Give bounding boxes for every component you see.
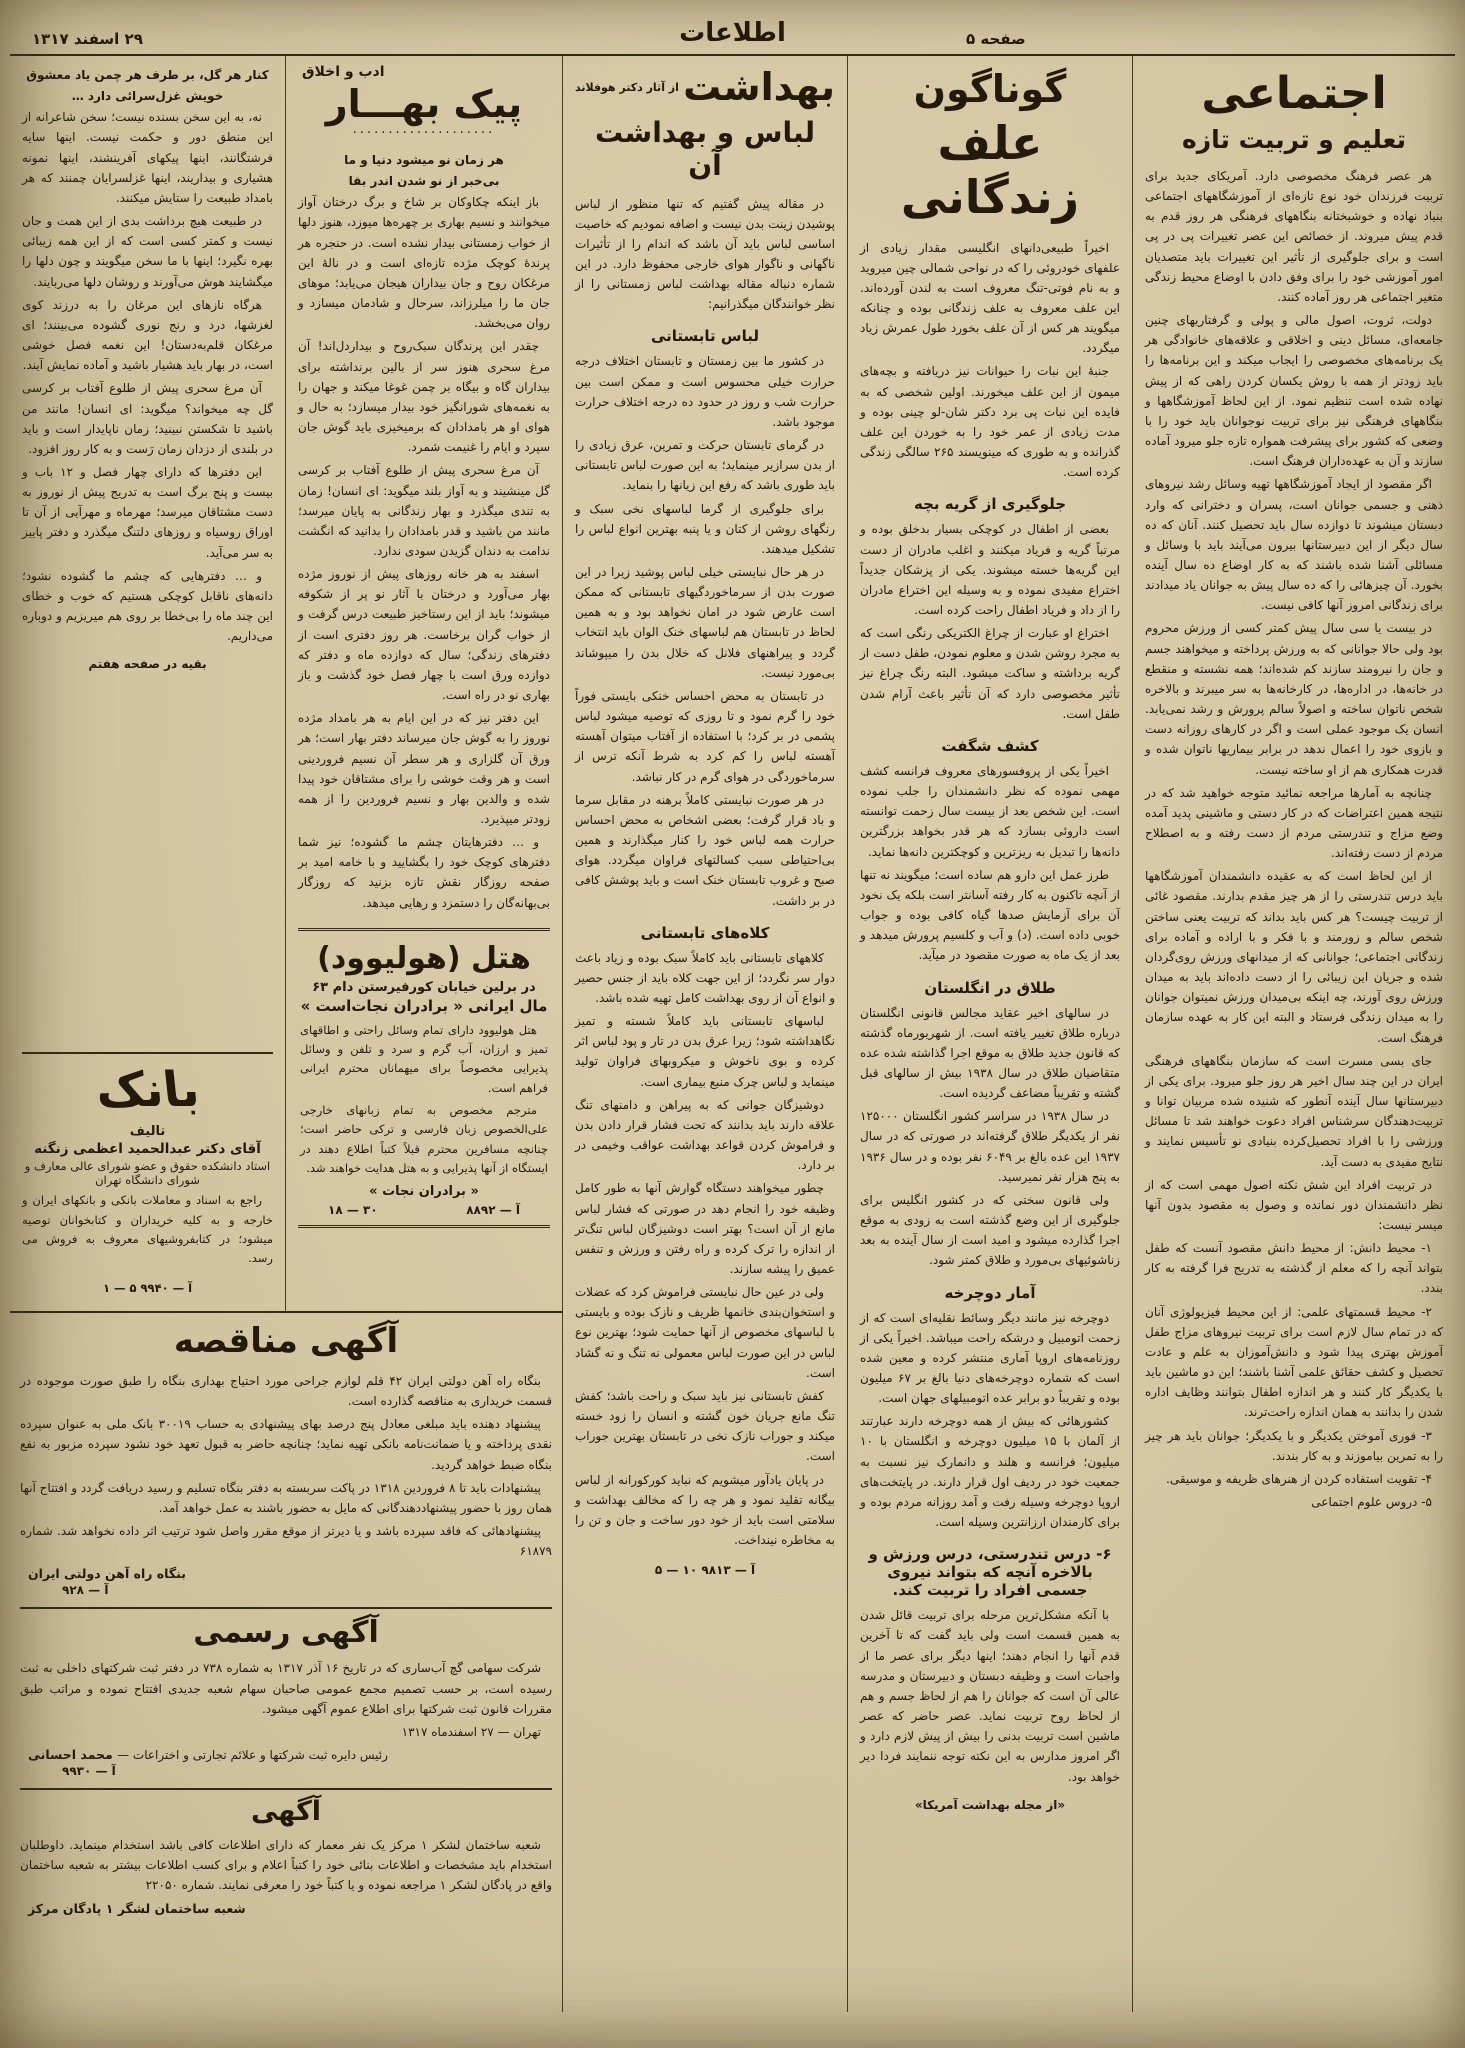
headline-grass-of-life: علف زندگانی [900, 115, 1080, 224]
paragraph: اختراع او عبارت از چراغ الکتریکی رنگی است که به مجرد روشن شدن و معلوم نمودن، طفل دست از گریه برداشته و ساکت میشود. البته رنگ چراغ نیز تأثیر مخصوصی دارد که آن تأثیر باعث آرام شدن طفل است. [860, 626, 1120, 721]
hotel-ad-number2: ۳۰ — ۱۸ [328, 1203, 378, 1218]
paragraph: در گرمای تابستان حرکت و تمرین، عرق زیادی را از بدن سرازیر مینماید؛ به این صورت لباس تابستانی باید طوری باشد که رفع این زیانها را بنماید. [575, 438, 835, 493]
tender-ad-body [20, 1371, 552, 1561]
column-rule [285, 56, 286, 1311]
paragraph: بعضی از اطفال در کوچکی بسیار بدخلق بوده و مرتباً گریه و فریاد میکنند و اغلب مادران از دست این گریه‌ها خسته میشوند. یکی از پزشکان جدیداً اختراع مفیدی نموده و به وسیله این اختراع مادران را از داد و فریاد اطفال راحت کرده است. [860, 522, 1120, 617]
masthead: اطلاعات [679, 18, 786, 48]
paragraph: طرز عمل این دارو هم ساده است؛ میگویند نه تنها از آنچه تاکنون به کار رفته آسانتر است بلکه یک نخود آن برای آزمایش صدها گیاه کافی بوده و جواب خوبی داده است. (د) و آب و کلسیم پرورش میدهد و بعد از یک ماه به صورت مقصود در میآید. [860, 867, 1120, 963]
left-block [10, 56, 562, 2012]
official-ad [20, 1615, 552, 1780]
paragraph: ولی قانون سختی که در کشور انگلیس برای جلوگیری از این وضع گذشته است به زودی به موقع اجرا گذارده میشود و امید است از سال آینده به بعد زناشوئیهای بی‌مورد و طلاق کمتر شود. [860, 1192, 1120, 1268]
hotel-ad-signature: « برادران نجات » [369, 1184, 479, 1200]
hotel-ad-number: آ — ۸۸۹۲ [466, 1203, 520, 1218]
column-poem [10, 56, 285, 1311]
paragraph: بقیه در صفحه هفتم [88, 657, 207, 672]
tender-ad-title: آگهی مناقصه [173, 1321, 399, 1361]
paragraph: در کشور ما بین زمستان و تابستان اختلاف درجه حرارت خیلی محسوس است و ممکن است بین حرارت شب و روز در حدود ده درجه اختلاف حرارت موجود باشد. [575, 354, 835, 429]
section-title-social: اجتماعی [1201, 68, 1387, 119]
paragraph: در هر صورت نبایستی کاملاً برهنه در مقابل سرما و باد قرار گرفت؛ بعضی اشخاص به محض احساس حرارت همه لباس خود را کنار میگذارند و همین بی‌احتیاطی سبب کسالتهای فراوان میگردد. هوای صبح و غروب تابستان خنک است و باید پوشش کافی در بر داشت. [575, 792, 835, 908]
subheading: جلوگیری از گریه بچه [913, 495, 1067, 514]
paragraph: راجع به اسناد و معاملات بانکی و بانکهای ایران و خارجه و به کلیه خریداران و کتابخوانان توصیه میشود؛ در کتابفروشیهای معروف به فروش می رسد. [22, 1193, 273, 1266]
official-ad-footer [20, 1745, 552, 1780]
paragraph: ۲- محیط قسمتهای علمی: از این محیط فیزیولوژی آنان که در تمام سال لازم است برای تربیت نیروهای مزاج طفل آموزش بهتری پیدا شود و دانش‌آموزان به علم و عادت تحصیل و کشف حقائق علمی آشنا باشند؛ این دو ماشین باید با یکدیگر کار کنند و هر اندازه اطفال بتوانند وظایف اداره شدن را بدانند به همان اندازه راحت‌ترند. [1145, 1304, 1443, 1420]
poem-body [22, 64, 273, 677]
tender-ad-number: آ — ۹۲۸ [62, 1583, 109, 1598]
paragraph: کلاههای تابستانی باید کاملاً سبک بوده و زیاد باعث دوار سر نگردد؛ از این جهت کلاه باید از جنس حصیر و انواع آن از روی بهداشت کامل تهیه شده باشد. [575, 950, 835, 1005]
paragraph: برای جلوگیری از گرما لباسهای نخی سبک و رنگهای روشن از کتان و یا پنبه بهترین انواع لباس را تشکیل میدهند. [575, 501, 835, 556]
subheading: آمار دوچرخه [944, 1283, 1036, 1302]
paragraph: دوشیزگان جوانی که به پیراهن و دامنهای تنگ علاقه دارند باید بدانند که تحت فشار قرار دادن بدن و فراموش کردن قواعد بهداشت عواقب وخیمی در بر دارد. [575, 1097, 835, 1173]
ad-divider [20, 1788, 552, 1790]
section-title-health: بهداشت [683, 65, 835, 109]
section-title-literature: ادب و اخلاق [302, 64, 385, 80]
headline-clothing: لباس و بهداشت آن [595, 115, 815, 182]
paragraph: دولت، ثروت، اصول مالی و پولی و گرفتاریهای چنین جامعه‌ای، مسائل دینی و اخلاقی و علاقه‌های خانوادگی هر یک برنامه‌های مخصوصی را ایجاب میکند و این برنامه‌ها را باید زودتر از همه با روش یکسان کردن راهی که از پیش نهاده شده است تنظیم نمود. از این لحاظ آموزشگاهها و بنگاههای فرهنگی نیز برای تربیت نوجوانان باید خود را با وضعی که کشور برای پیشرفت همواره تازه جلو میرود آماده سازند و آن به عهده‌داران فرهنگ است. [1145, 313, 1443, 469]
bank-book-ad [22, 1052, 273, 1301]
page-number: صفحه ۵ [966, 30, 1026, 48]
paragraph: پیشنهادات باید تا ۸ فروردین ۱۳۱۸ در پاکت سربسته به دفتر بنگاه تسلیم و رسید دریافت گردد و افتتاح آنها همان روز با حضور پیشنهاددهندگانی که مایل به حضور باشند به عمل خواهد آمد. [20, 1480, 552, 1515]
paragraph: ۵- دروس علوم اجتماعی [1311, 1495, 1432, 1509]
column-rule [562, 56, 563, 2012]
paragraph: پیشنهادهائی که فاقد سپرده باشد و یا دیرتر از موقع مقرر واصل شود ترتیب اثر داده نخواهد شد. شماره ۶۱۸۷۹ [20, 1524, 552, 1559]
notice-ad [20, 1796, 552, 1917]
notice-ad-signature: شعبه ساختمان لشگر ۱ پادگان مرکز [28, 1900, 246, 1916]
article-health-body [575, 194, 835, 1581]
article-education-body [1145, 166, 1443, 1512]
paragraph: شعبه ساختمان لشکر ۱ مرکز یک نفر معمار که دارای اطلاعات کافی باشد استخدام مینماید. داوطلبان استخدام باید مشخصات و اطلاعات بنائی خود را کتباً اعلام و برای کسب اطلاعات بیشتر به شعبه ساختمان واقع در پادگان لشکر ۱ مراجعه نموده و یا کتباً خود را معرفی نمایند. شماره ۲۲۰۵۰ [20, 1838, 552, 1893]
paragraph: در مقاله پیش گفتیم که تنها منظور از لباس پوشیدن زینت بدن نیست و اضافه نمودیم که خاصیت اساسی لباس باید آن باشد که اندام را از تأثیرات ناگهانی و ناگوار هوای خارجی محفوظ دارد. در این شماره دنباله مقاله بهداشت لباس زمستانی را از نظر خوانندگان میگذرانیم: [575, 196, 835, 312]
paragraph: ۴- تقویت استفاده کردن از هنرهای ظریفه و موسیقی. [1166, 1471, 1432, 1486]
paragraph: چقدر این پرندگان سبک‌روح و بیداردل‌اند! آن مرغ سحری هنوز سر از بالین برنداشته برای بیداران گاه و بیگاه بر چمن غوغا میکند و جهان را به نغمه‌های شورانگیز خود بیدار میسازد؛ به حال و هوای او هر بامدادان که برمیخیزی باید گوش جان سپرد و ایام را غنیمت شمرد. [298, 339, 550, 455]
hotel-ad-numbers [300, 1199, 548, 1217]
headline-ornament: ···················· [352, 126, 496, 141]
hotel-ad-body [300, 1021, 548, 1179]
column-literature [286, 56, 562, 1311]
masthead-zone [499, 18, 966, 48]
paragraph: آن مرغ سحری پیش از طلوع آفتاب بر کرسی گل چه میخواند؟ میگوید: ای انسان! مانند من باشید تا شکستن نبینید؛ زمان ناپایدار است و باید در بلندی از دزدان زمان رَست و به کار روز افزود. [22, 381, 273, 456]
paragraph: آ — ۹۸۱۳ ۱۰ — ۵ [654, 1563, 756, 1578]
paragraph: اسفند به هر خانه روزهای پیش از نوروز مژده بهار می‌آورد و درختان با آثار نو پر از شکوفه میشوند؛ باید از این رستاخیز طبیعت درس گرفت و از خواب گران برخاست. هر روز دفتری است از دفترهای زندگی؛ سال که دوازده ماه و دفتر که دوازده ورق است با چهار فصل خود گذشت و باز بهاری نو در راه است. [298, 567, 550, 703]
paragraph: دوچرخه نیز مانند دیگر وسائط نقلیه‌ای است که از زحمت اتومبیل و درشکه راحت میباشد. اخیراً یکی از روزنامه‌های اروپا آماری منتشر کرده و معین شده است که شماره دوچرخه‌های دنیا بالغ بر ۶۷ میلیون بوده و تقریباً دو برابر عده اتومبیلهای جهان است. [860, 1310, 1121, 1406]
paragraph: در سالهای اخیر عقاید مجالس قانونی انگلستان درباره طلاق تغییر یافته است. از شهریورماه گذشته که قانون جدید طلاق به موقع اجرا گذاشته شده عده متقاضیان طلاق در سال ۱۹۳۸ بیش از سالهای قبل گشته و تقریباً مضاعف گردیده است. [860, 1005, 1120, 1101]
subheading: طلاق در انگلستان [924, 978, 1056, 997]
left-top [10, 56, 562, 1311]
headline-peyk-bahar: پیک بهـــار [325, 82, 523, 126]
subheading: کشف شگفت [941, 736, 1039, 755]
paragraph: آن مرغ سحری پیش از طلوع آفتاب بر کرسی گل مینشیند و به آواز بلند میگوید: ای انسان! زمان به تندی میگذرد و بهار زندگانی به پایان میرسد؛ مانند من باشید و قدر بامدادان را بدانید که انگشت ندامت به دندان گزیدن سودی ندارد. [298, 463, 550, 558]
paragraph: خویش غزل‌سرائی دارد … [71, 89, 224, 104]
headline-education: تعلیم و تربیت تازه [1181, 125, 1407, 154]
paragraph: چطور میخواهند دستگاه گوارش آنها به طور کامل وظیفه خود را انجام دهد در صورتی که فشار لباس مانع از آن است؟ بهتر است دوشیزگان لباس تنگ‌تر از اندازه را ترک کرده و راه رفتن و ورزش و تنفس عمیق را پیشه سازند. [575, 1181, 835, 1276]
paragraph: و … دفترهایی که چشم ما گشوده نشود؛ دانه‌های ناقابل کوچکی هستیم که خوب و خطای این چند ماه را بی‌خطا بر روی هم میریزیم و دوباره می‌داریم. [22, 568, 273, 644]
paragraph: باز اینکه چکاوکان بر شاخ و برگ درختان آواز میخوانند و نسیم بهاری بر چهره‌ها میوزد، هنوز دلها از خواب زمستانی بیدار نشده است. در حنجره هر پرندهٔ کوچک مژده تازه‌ای است و در نالهٔ این مرغکان روح و جان بیداران هیجان می‌یابد؛ موهای جان ما را میلرزاند، سرحال و شادمان میسازد و روان می‌بخشد. [298, 195, 550, 331]
paragraph: «از مجله بهداشت آمریکا» [914, 1797, 1066, 1812]
column-social [1133, 56, 1455, 2012]
notice-ad-body [20, 1835, 552, 1895]
paragraph: اخیراً یکی از پروفسورهای معروف فرانسه کشف مهمی نموده که نظر دانشمندان را جلب نموده است. این شخص بعد از بیست سال زحمت توانسته است داروئی بسازد که هر قدر بخواهد بزرگترین دانه‌ها را تبدیل به ریزترین و کوچکترین دانه‌ها نماید. [860, 763, 1120, 859]
page-date: ۲۹ اسفند ۱۳۱۷ [32, 30, 143, 48]
paragraph: کشورهائی که بیش از همه دوچرخه دارند عبارتند از آلمان با ۱۵ میلیون دوچرخه و انگلستان با ۱۰ میلیون؛ فرانسه و هلند و دانمارک نیز نسبت به جمعیت خود در ردیف اول قرار دارند. در پایتخت‌های اروپا دوچرخه وسیله رفت و آمد روزانه مردم بوده و برای کارمندان ارزانترین وسیله است. [860, 1414, 1120, 1530]
paragraph: هرگاه نازهای این مرغان را به درزند کوی لغزشها، درد و رنج نوری گشوده می‌بینند؛ ای مرغکان قلم‌به‌دستان! این نغمه فصل خوشی است، در بهار باید هشیار باشید و آماده نمایش آیند. [22, 297, 273, 373]
notice-ad-footer [20, 1899, 552, 1918]
official-ad-signature-title: رئیس دایره ثبت شرکتها و علائم تجارتی و اختراعات — [117, 1748, 388, 1763]
paragraph: ۱- محیط دانش: از محیط دانش مقصود آنست که طفل بتواند آنچه را که معلم از گذشته به تدریج فرا گرفته به کار بندد. [1145, 1241, 1443, 1296]
paragraph: لباسهای تابستانی باید کاملاً شسته و تمیز نگاهداشته شود؛ زیرا عرق بدن در تار و پود لباس اثر کرده و بوی ناخوش و میکروبهای فراوان تولید مینماید و لباس چرک منبع بیماری است. [575, 1014, 835, 1089]
paragraph: و … دفترهایتان چشم ما گشوده؛ نیز شما دفترهای کوچک خود را بگشایید و با خامه امید بر صفحه روزگار نقش تازه بزنید که روزگار بی‌بهانه‌گان را دستمزد و رهایی میدهد. [298, 835, 550, 910]
paragraph: شرکت سهامی گچ آب‌ساری که در تاریخ ۱۶ آذر ۱۳۱۷ به شماره ۷۳۸ در دفتر ثبت شرکتهای داخلی به ثبت رسیده است، بر حسب تصمیم مجمع عمومی صاحبان سهام شعبه جدیدی افتتاح نموده و مراتب طبق مقررات قانون ثبت شرکتها برای اطلاع عموم آگهی میشود. [20, 1661, 552, 1716]
subheading: لباس تابستانی [650, 327, 760, 346]
paragraph: تهران — ۲۷ اسفندماه ۱۳۱۷ [401, 1724, 541, 1739]
paragraph: هتل هولیوود دارای تمام وسائل راحتی و اطاقهای تمیز و ارزان، آب گرم و سرد و تلفن و وسائل پذیرایی مخصوصاً برای میهمانان محترم ایرانی فراهم است. [300, 1022, 548, 1095]
paragraph: در سال ۱۹۳۸ در سراسر کشور انگلستان ۱۲۵۰۰۰ نفر از یکدیگر طلاق گرفته‌اند در صورتی که در سال ۱۹۳۷ این عده بالغ بر ۶۰۴۹ نفر بوده و در سال ۱۹۳۶ به پنج هزار نفر نمیرسید. [860, 1109, 1120, 1184]
hotel-ad-address: در برلین خیابان کورفیرستن دام ۶۳ [312, 979, 536, 995]
column-misc [848, 56, 1132, 2012]
paragraph: در طبیعت هیچ برداشت بدی از این همت و جان نیست و کمتر کسی است که از این همه زیبائی بهره نگیرد؛ اینها با ما سخن میگویند و چون دلها را میگشایند هوش می‌آورند و روشان دلها می‌ربایند. [22, 214, 273, 289]
hotel-ad-owner: مال ایرانی « برادران نجات‌است » [300, 996, 548, 1015]
paragraph: در تابستان به محض احساس خنکی بایستی فوراً خود را گرم نمود و تا روزی که توصیه میشود لباس پشمی در بر کرد؛ با استفاده از آفتاب میتوان آهسته آهسته لباس را کم کرد به شرط آنکه ترس از سرماخوردگی در هوای گرم در کار نباشد. [575, 688, 835, 784]
page-header [10, 10, 1455, 56]
column-health [563, 56, 847, 2012]
page-number-zone [966, 30, 1433, 48]
article-misc-body [860, 238, 1120, 1815]
tender-ad-signature: بنگاه راه آهن دولتی ایران [28, 1566, 186, 1582]
paragraph: اگر مقصود از ایجاد آموزشگاهها تهیه وسائل رشد نیروهای ذهنی و جسمی جوانان است، پسران و دخترانی که وارد دبستان میشوند تا دوازده سال باید تحصیل کنند. آنان که ده سال دیگر از این دبیرستانها بیرون می‌آیند باید با وسائل و مسائلی آشنا شده باشند که به کار اوضاع ده سال آینده بخورد. آن چیزهائی را که ده سال پیش به جوانان یاد میدادند برای زندگانی امروز آنها کافی نیست. [1145, 477, 1443, 613]
paragraph: نه، به این سخن بسنده نیست؛ سخن شاعرانه از این منطق دور و حکمت نیست. اینها سایه فرشتگانند، اینها پیکهای آفرینشند، اینها نمونه هشیاری و بیداریند، اینها غزلسرایان چمنند که هر بامداد طبیعت را ستایش میکنند. [22, 110, 273, 205]
paragraph: با آنکه مشکل‌ترین مرحله برای تربیت قائل شدن به همین قسمت است ولی باید گفت که تا آخرین قدم آنها را انجام دهند؛ اینها دیگر برای عصر ما از واجبات است و وظیفه دبستان و دبیرستان و مدرسه عالی آن است که جوانان را هم از لحاظ جسم و هم از لحاظ روح تربیت نماید. عصر حاضر که عصر ماشین است تربیت بدنی را بیش از پیش لازم دارد و اگر امروز مدارس به این نکته توجه ننمایند فردا دیر خواهد بود. [860, 1608, 1120, 1784]
paragraph: در پایان یادآور میشویم که نباید کورکورانه از لباس بیگانه تقلید نمود و هر چه را که مخالف بهداشت و سلامتی است باید از خود دور ساخت و جان و تن را به مخاطره نینداخت. [575, 1472, 835, 1548]
paragraph: آ — ۹۹۴۰ ۵ — ۱ [102, 1280, 193, 1295]
paragraph: کفش تابستانی نیز باید سبک و راحت باشد؛ کفش تنگ مانع جریان خون گشته و انسان را زود خسته میکند و جوراب نازک نخی در تابستان بهترین جوراب است. [575, 1388, 835, 1464]
tender-ad-footer [20, 1564, 552, 1599]
paragraph: در تربیت افراد این شش نکته اصول مهمی است که از نظر دانشمندان دور نمانده و وصول به مقصود بدون آنها میسر نیست: [1145, 1177, 1443, 1232]
paragraph: پیشنهاد دهنده باید مبلغی معادل پنج درصد بهای پیشنهادی به حساب ۳۰۰۱۹ بانک ملی به عنوان سپرده نقدی پرداخته و یا ضمانت‌نامه بانکی تهیه نماید؛ چنانچه حاضر به قبول تعهد خود نشود سپرده مزبور به نفع بنگاه ضبط خواهد گردید. [20, 1417, 552, 1472]
paragraph: هر عصر فرهنگ مخصوصی دارد. آمریکای جدید برای تربیت فرزندان خود نوع تازه‌ای از آموزشگاههای اجتماعی بنیاد نهاده و خوشبختانه بنگاههای فرهنگی هر روز قدم به قدم پیش میروند. از خصائص این عصر تغییرات پی در پی است و برای جلوگیری از تأثیر این تغییرات باید متصدیان امور آموزشی خود را برای وفق دادن با اوضاع محیط زندگی متغیر اجتماعی هر روز آماده کنند. [1145, 169, 1443, 304]
paragraph: بنگاه راه آهن دولتی ایران ۴۲ قلم لوازم جراحی مورد احتیاج بهداری بنگاه را طبق صورت موجوده در قسمت خریداری به مناقصه گذارده است. [20, 1374, 552, 1409]
column-rule [847, 56, 848, 2012]
paragraph: این دفترها که دارای چهار فصل و ۱۲ باب و بیست و پنج برگ است به تدریج پیش از نوروز به دست مشتاقان میرسد؛ مهرماه و مهرآیی از آن تا اوراق روسیاه و روزهای دلتنگ میگذرد و دفتر پاییز به سر می‌آید. [22, 464, 273, 560]
subheading: ۶- درس تندرستی، درس ورزش و بالاخره آنچه که بتواند نیروی جسمی افراد را تربیت کند. [868, 1545, 1112, 1600]
section-title-misc: گوناگون [913, 67, 1067, 111]
paragraph: جای بسی مسرت است که سازمان بنگاههای فرهنگی ایران در این چند سال اخیر هر روز جلو میرود. برای یکی از دبیرستانها سال آینده آنطور که شنیده شده مربیان توانا و تربیت‌دهندگان سرشناس افراد دعوت خواهند شد تا مسائل ورزشی را با افراد تحصیل‌کرده بنیادی نو تأسیس نمایند و نتایج مفیدی به دست آید. [1145, 1053, 1443, 1169]
columns [10, 56, 1455, 2012]
subheading: کلاه‌های تابستانی [640, 923, 770, 942]
paragraph: مترجم مخصوص به تمام زبانهای خارجی علی‌الخصوص زبان فارسی و ترکی حاضر است؛ چنانچه مسافرین محترم قبلاً کتباً اطلاع دهند در ایستگاه از آنها پذیرایی و به هتل هدایت خواهند شد. [300, 1103, 548, 1175]
paragraph: هر زمان نو میشود دنیا و ما [344, 153, 504, 167]
bank-ad-title: بانک [92, 1062, 203, 1119]
ads-region [10, 1311, 562, 2012]
paragraph: ولی در عین حال نبایستی فراموش کرد که عضلات و استخوان‌بندی خانمها ظریف و نازک بوده و بایستی با لباسهای مخصوص از آنها حمایت شود؛ بهترین نوع لباس در این صورت لباس معمولی نه تنگ و نه گشاد است. [575, 1285, 835, 1380]
tender-ad [20, 1321, 552, 1599]
paragraph: ۳- فوری آموختن یکدیگر و با یکدیگر؛ جوانان باید هر چیز را به تمرین بیاموزند و به کار بندند. [1145, 1428, 1443, 1463]
paragraph: از این لحاظ است که به عقیده دانشمندان آموزشگاهها باید درس تندرستی را از هر چیز مقدم بدارند. مقصود غائی از تربیت چیست؟ هر کس باید بداند که تربیت یعنی ساختن شخص سالم و زورمند و با فکر و با اراده و آماده برای زندگانی اجتماعی؛ جوانانی که از میدانهای ورزش روی‌گردان شده و جریان این زیبائی را از دست داده‌اند باید به میدان ورزش روی آورند، چه اینکه بی‌میدان ورزش نمیتوان جوانان را به میدان زندگی فرستاد و البته این کار به عهده سازمان فرهنگ است. [1145, 869, 1443, 1045]
official-ad-signature-name: محمد احسانی [28, 1747, 113, 1763]
official-ad-body [20, 1658, 552, 1742]
article-peyk-body [298, 149, 550, 916]
bank-ad-talif: تالیف [129, 1124, 166, 1140]
hotel-ad-title: هتل (هولیوود) [317, 940, 531, 976]
column-rule [1132, 56, 1133, 2012]
health-header [575, 64, 835, 112]
paragraph: در هر حال نبایستی خیلی لباس پوشید زیرا در این صورت بدن از سرماخوردگیهای تابستانی که ممکن است عارض شود در امان نخواهد بود و به همین لحاظ در تابستان هم لباسهای خنک الوان باید انتخاب گردد و پیراهنهای فلانل که خلال بدن را میپوشاند بی‌مورد نیست. [575, 565, 835, 680]
bank-ad-author-title: استاد دانشکده حقوق و عضو شورای عالی معارف و شورای دانشگاه تهران [24, 1159, 271, 1188]
paragraph: جنبهٔ این نبات را حیوانات نیز دریافته و بچه‌های میمون از این علف میخورند. اولین شخصی که به فایده این نبات پی برد دکتر شان-لو چینی بوده و مدت زیادی از عمر خود را به خوردن این علف گذرانده و به طوری که مینویسند ۲۶۵ سالگی زندگی کرده است. [860, 364, 1120, 480]
date-zone [32, 30, 499, 48]
notice-ad-title: آگهی [250, 1796, 322, 1828]
official-ad-signature [28, 1747, 544, 1762]
paragraph: در بیست یا سی سال پیش کمتر کسی از ورزش محروم بود ولی حالا جوانانی که به ورزش پرداخته و میخواهند جسم و جان را نیرومند سازند کم شده‌اند؛ همه نشسته و منقطع در خانه‌ها، در اداره‌ها، در کارخانه‌ها به سر میبرند و بالاخره شخص ناتوان ساخته و اصولاً سالم پرورش و رشد نمی‌یابد. انسان یک موجود عملی است و اگر در کارهای روزانه دست و بازوی خود را اعمال ندهد در برابر بیماریها ناتوان شده و قدرت همکاری هم از او ساخته نیست. [1145, 621, 1443, 777]
paragraph: کنار هر گل، بر طرف هر چمن یاد معشوق [26, 68, 269, 82]
ad-divider [20, 1607, 552, 1609]
paragraph: اخیراً طبیعی‌دانهای انگلیسی مقدار زیادی از علفهای خودروئی را که در نواحی شمالی چین میروید و به نام فوتی-تنگ معروف است به لندن آورده‌اند. این علف معروف به علف زندگانی بوده و چنانکه میگویند هر کس از آن علف بخورد طول عمرش زیاد میگردد. [860, 240, 1120, 356]
hotel-ad [298, 928, 550, 1229]
bank-ad-author: آقای دکتر عبدالحمید اعظمی زنگنه [34, 1141, 261, 1158]
paragraph: چنانچه به آمارها مراجعه نمائید متوجه خواهید شد که در نتیجه همین اعتراضات که در کار دستی و ماشینی پدید آمده وضع مزاج و تندرستی مردم از دست رفته و به اصطلاح مردم از دست رفته‌اند. [1145, 785, 1443, 861]
health-byline: از آثار دکتر هوفلاند [575, 81, 679, 95]
paragraph: بی‌خبر از نو شدن اندر بقا [348, 174, 500, 189]
bank-ad-body [22, 1191, 273, 1298]
official-ad-title: آگهی رسمی [193, 1615, 379, 1651]
paragraph: این دفتر نیز که در این ایام به هر بامداد مژده نوروز را به گوش جان میرساند دفتر بهار است؛ هر ورق آن گلزاری و هر سطر آن نسیم فروردینی است و هر وقت خوشی را برای مشتاقان خود پیدا شده و والدین بهار و نسیم فروردین را از همه زودتر میپذیرد. [298, 711, 550, 826]
official-ad-number: آ — ۹۹۳۰ [62, 1764, 116, 1779]
